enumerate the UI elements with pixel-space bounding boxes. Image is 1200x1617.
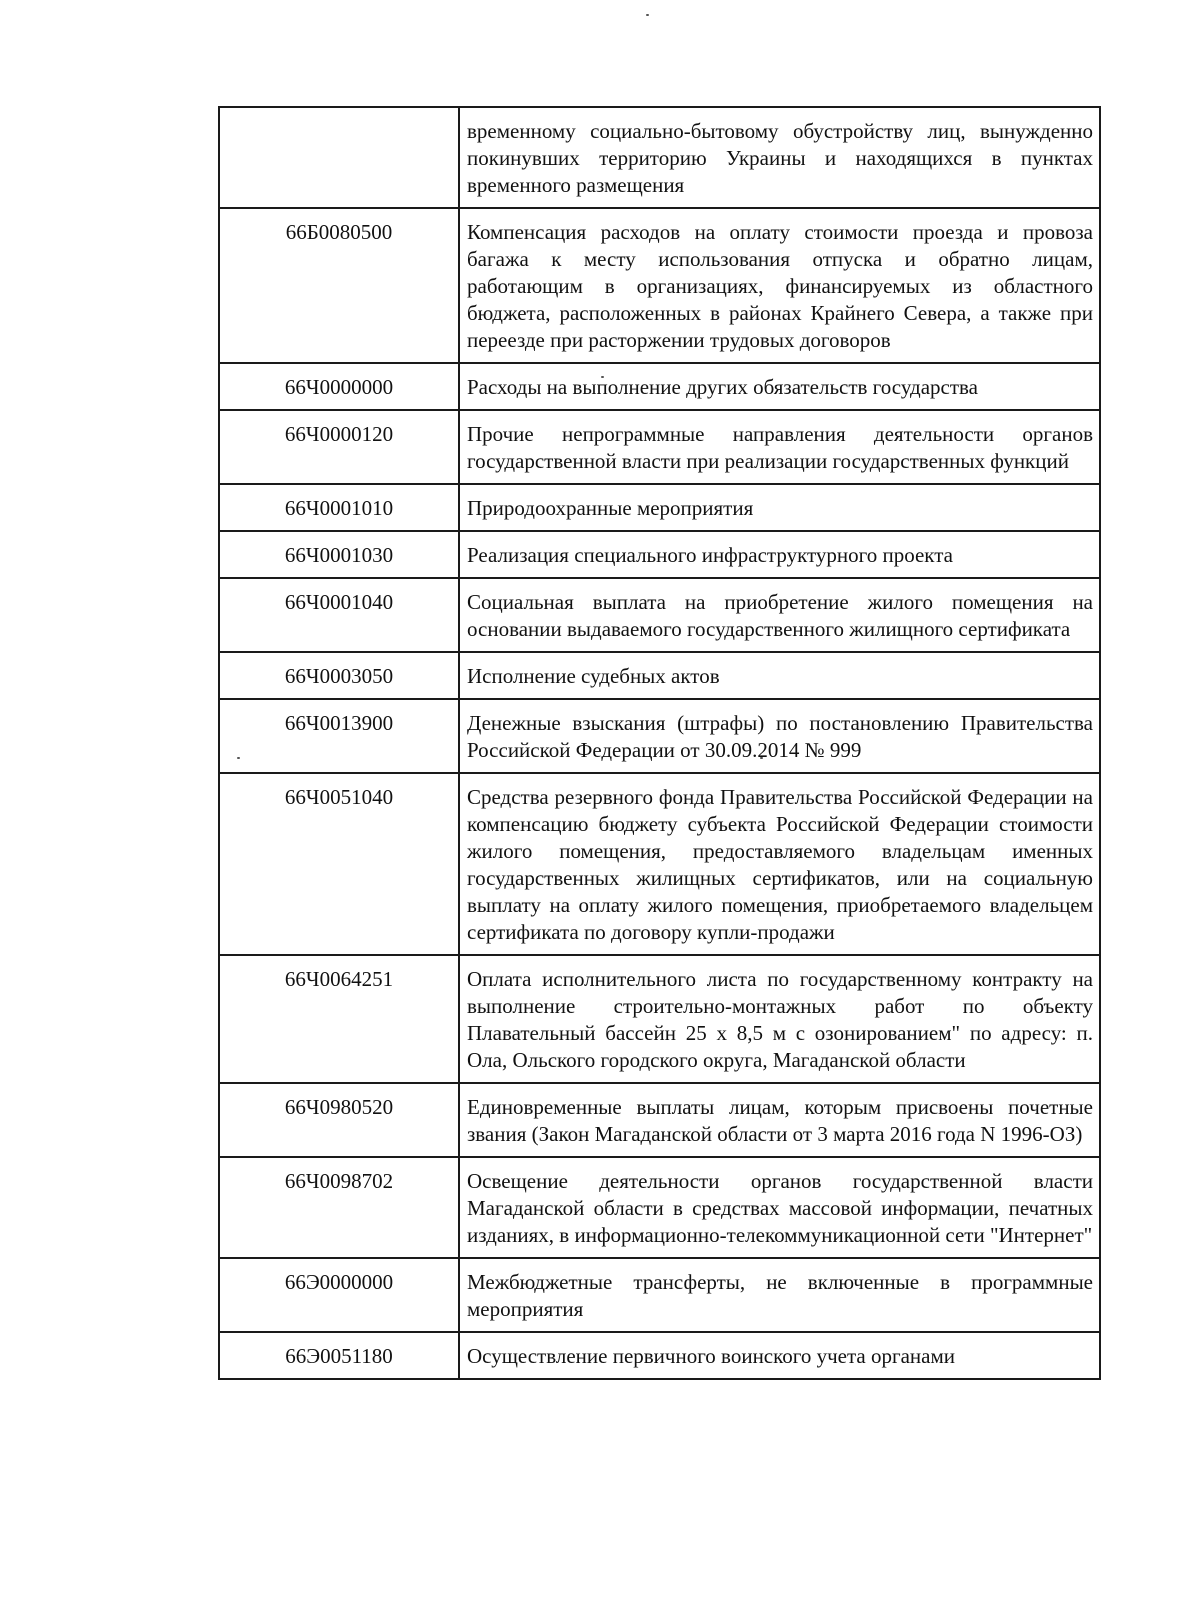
code-cell: 66Ч0001010 [219,484,459,531]
description-cell: Компенсация расходов на оплату стоимости проезда и провоза багажа к месту использования отпуска и обратно лицам, работающим в организациях, финансируемых из областного бюджета, расположенных в районах Крайнего Севера, а также при переезде при расторжении трудовых договоров [459,208,1100,363]
table-row [219,1083,1100,1157]
description-cell: Прочие непрограммные направления деятельности органов государственной власти при реализации государственных функций [459,410,1100,484]
description-cell: Единовременные выплаты лицам, которым присвоены почетные звания (Закон Магаданской области от 3 марта 2016 года N 1996-ОЗ) [459,1083,1100,1157]
code-cell: 66Э0000000 [219,1258,459,1332]
table-row [219,208,1100,363]
code-cell: 66Э0051180 [219,1332,459,1379]
table-row [219,773,1100,955]
table-row [219,1258,1100,1332]
table-row [219,699,1100,773]
code-cell: 66Ч0003050 [219,652,459,699]
description-cell: Природоохранные мероприятия [459,484,1100,531]
scan-speck [646,14,649,16]
code-cell: 66Ч0980520 [219,1083,459,1157]
table-row [219,652,1100,699]
table-row [219,578,1100,652]
budget-codes-table [218,106,1101,1380]
description-cell: Освещение деятельности органов государственной власти Магаданской области в средствах массовой информации, печатных изданиях, в информационно-телекоммуникационной сети "Интернет" [459,1157,1100,1258]
description-cell: Осуществление первичного воинского учета органами [459,1332,1100,1379]
description-cell: Средства резервного фонда Правительства Российской Федерации на компенсацию бюджету субъекта Российской Федерации стоимости жилого помещения, предоставляемого владельцам именных государственных жилищных сертификатов, или на социальную выплату на оплату жилого помещения, приобретаемого владельцем сертификата по договору купли-продажи [459,773,1100,955]
description-cell: Социальная выплата на приобретение жилого помещения на основании выдаваемого государственного жилищного сертификата [459,578,1100,652]
table-row [219,531,1100,578]
table-body [219,107,1100,1379]
code-cell: 66Ч0000000 [219,363,459,410]
table-row [219,363,1100,410]
code-cell: 66Ч0001040 [219,578,459,652]
table-row [219,1157,1100,1258]
code-cell [219,107,459,208]
description-cell: Оплата исполнительного листа по государственному контракту на выполнение строительно-монтажных работ по объекту Плавательный бассейн 25 х 8,5 м с озонированием" по адресу: п. Ола, Ольского городского округа, Магаданской области [459,955,1100,1083]
description-cell: временному социально-бытовому обустройству лиц, вынужденно покинувших территорию Украины и находящихся в пунктах временного размещения [459,107,1100,208]
description-cell: Денежные взыскания (штрафы) по постановлению Правительства Российской Федерации от 30.09.2014 № 999 [459,699,1100,773]
table-row [219,484,1100,531]
code-cell: 66Ч0064251 [219,955,459,1083]
description-cell: Реализация специального инфраструктурного проекта [459,531,1100,578]
code-cell: 66Ч0000120 [219,410,459,484]
code-cell: 66Ч0051040 [219,773,459,955]
code-cell: 66Б0080500 [219,208,459,363]
description-cell: Межбюджетные трансферты, не включенные в программные мероприятия [459,1258,1100,1332]
code-cell: 66Ч0001030 [219,531,459,578]
table-row [219,1332,1100,1379]
code-cell: 66Ч0013900 [219,699,459,773]
table-row [219,107,1100,208]
description-cell: Расходы на выполнение других обязательств государства [459,363,1100,410]
table-row [219,955,1100,1083]
description-cell: Исполнение судебных актов [459,652,1100,699]
table-row [219,410,1100,484]
code-cell: 66Ч0098702 [219,1157,459,1258]
